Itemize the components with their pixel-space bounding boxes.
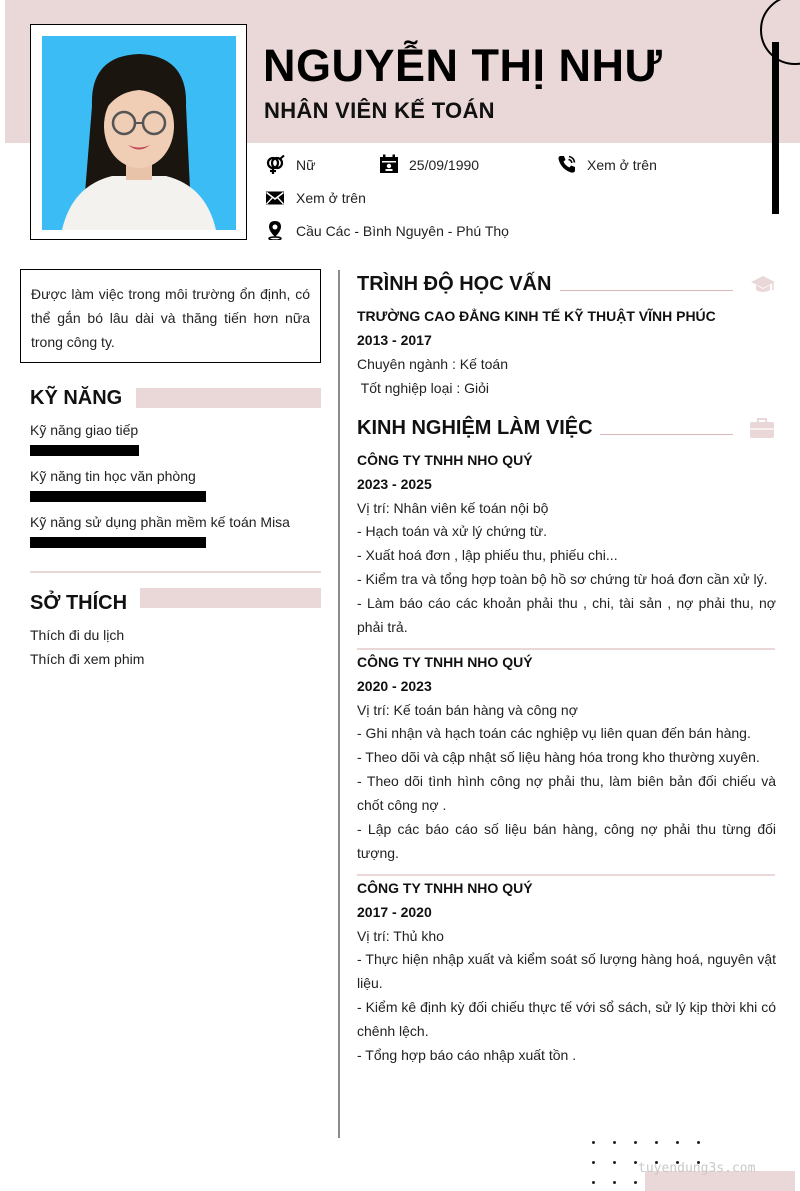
job-duties <box>357 519 776 639</box>
duty-item: - Làm báo cáo các khoản phải thu , chi, tài sản , nợ phải thu, nợ phải trả. <box>357 595 776 635</box>
job-title: NHÂN VIÊN KẾ TOÁN <box>264 98 495 123</box>
dot <box>634 1141 637 1144</box>
phone-value: Xem ở trên <box>587 157 657 173</box>
company-name: CÔNG TY TNHH NHO QUÝ <box>357 654 533 670</box>
address-value: Cầu Các - Bình Nguyên - Phú Thọ <box>296 223 509 239</box>
company-name: CÔNG TY TNHH NHO QUÝ <box>357 452 533 468</box>
education-grade: Tốt nghiệp loại : Giỏi <box>357 380 490 396</box>
dot <box>634 1161 637 1164</box>
education-title: TRÌNH ĐỘ HỌC VẤN <box>357 273 552 295</box>
dot <box>592 1161 595 1164</box>
gender-value: Nữ <box>296 157 316 173</box>
experience-title-line <box>600 434 733 435</box>
job-duties <box>357 947 776 1067</box>
dot <box>676 1141 679 1144</box>
duty-item: - Thực hiện nhập xuất và kiểm soát số lượng hàng hoá, nguyên vật liệu. <box>357 951 776 991</box>
education-major: Chuyên ngành : Kế toán <box>357 356 509 372</box>
duty-item: - Kiểm kê định kỳ đối chiếu thực tế với sổ sách, sử lý kịp thời khi có chênh lệch. <box>357 999 776 1039</box>
briefcase-icon <box>749 417 775 439</box>
skills-title-bar <box>136 388 321 408</box>
calendar-icon <box>379 154 399 174</box>
hobbies-title-bar <box>140 588 321 608</box>
dot <box>592 1141 595 1144</box>
dot <box>613 1161 616 1164</box>
avatar <box>42 36 236 230</box>
job-position: Vị trí: Nhân viên kế toán nội bộ <box>357 500 549 516</box>
watermark: tuyendung3s.com <box>638 1161 756 1176</box>
graduation-cap-icon <box>750 273 776 295</box>
duty-item: - Tổng hợp báo cáo nhập xuất tồn . <box>357 1047 577 1063</box>
experience-title: KINH NGHIỆM LÀM VIỆC <box>357 417 593 439</box>
phone-icon <box>557 154 577 174</box>
location-icon <box>265 220 285 240</box>
dot <box>655 1141 658 1144</box>
job-period: 2020 - 2023 <box>357 678 432 694</box>
skills-title: KỸ NĂNG <box>30 387 123 409</box>
section-divider <box>30 571 321 573</box>
skill-bar <box>30 537 206 548</box>
duty-item: - Theo dõi tình hình công nợ phải thu, làm biên bản đối chiếu và chốt công nợ . <box>357 773 776 813</box>
birthday-value: 25/09/1990 <box>409 157 480 173</box>
skill-label: Kỹ năng tin học văn phòng <box>30 468 196 484</box>
hobby-item: Thích đi xem phim <box>30 651 145 667</box>
job-separator <box>357 648 775 650</box>
education-period: 2013 - 2017 <box>357 332 432 348</box>
skill-label: Kỹ năng sử dụng phần mềm kế toán Misa <box>30 514 290 530</box>
duty-item: - Kiểm tra và tổng hợp toàn bộ hồ sơ chứng từ hoá đơn cần xử lý. <box>357 571 768 587</box>
company-name: CÔNG TY TNHH NHO QUÝ <box>357 880 533 896</box>
skill-bar <box>30 491 206 502</box>
gender-icon <box>265 155 285 175</box>
dot <box>634 1181 637 1184</box>
job-duties <box>357 721 776 865</box>
dot <box>592 1181 595 1184</box>
career-objective: Được làm việc trong môi trường ổn định, có thể gắn bó lâu dài và thăng tiến hơn nữa trong công ty. <box>20 269 321 363</box>
column-divider <box>338 270 340 1138</box>
hobbies-title: SỞ THÍCH <box>30 592 128 614</box>
duty-item: - Theo dõi và cập nhật số liệu hàng hóa trong kho thường xuyên. <box>357 749 760 765</box>
duty-item: - Hạch toán và xử lý chứng từ. <box>357 523 547 539</box>
skill-bar <box>30 445 139 456</box>
duty-item: - Ghi nhận và hạch toán các nghiệp vụ liên quan đến bán hàng. <box>357 725 751 741</box>
candidate-name: NGUYỄN THỊ NHƯ <box>263 40 663 91</box>
dot <box>613 1141 616 1144</box>
decorative-bar <box>772 42 779 214</box>
job-period: 2017 - 2020 <box>357 904 432 920</box>
email-icon <box>265 188 285 208</box>
email-value: Xem ở trên <box>296 190 366 206</box>
dot <box>613 1181 616 1184</box>
school-name: TRƯỜNG CAO ĐẲNG KINH TẾ KỸ THUẬT VĨNH PHÚC <box>357 308 716 324</box>
hobby-item: Thích đi du lịch <box>30 627 125 643</box>
job-separator <box>357 874 775 876</box>
duty-item: - Lập các báo cáo số liệu bán hàng, công nợ phải thu từng đối tượng. <box>357 821 776 861</box>
duty-item: - Xuất hoá đơn , lập phiếu thu, phiếu chi... <box>357 547 618 563</box>
job-position: Vị trí: Kế toán bán hàng và công nợ <box>357 702 578 718</box>
dot <box>697 1141 700 1144</box>
job-period: 2023 - 2025 <box>357 476 432 492</box>
skill-label: Kỹ năng giao tiếp <box>30 422 139 438</box>
job-position: Vị trí: Thủ kho <box>357 928 444 944</box>
education-title-line <box>560 290 733 291</box>
